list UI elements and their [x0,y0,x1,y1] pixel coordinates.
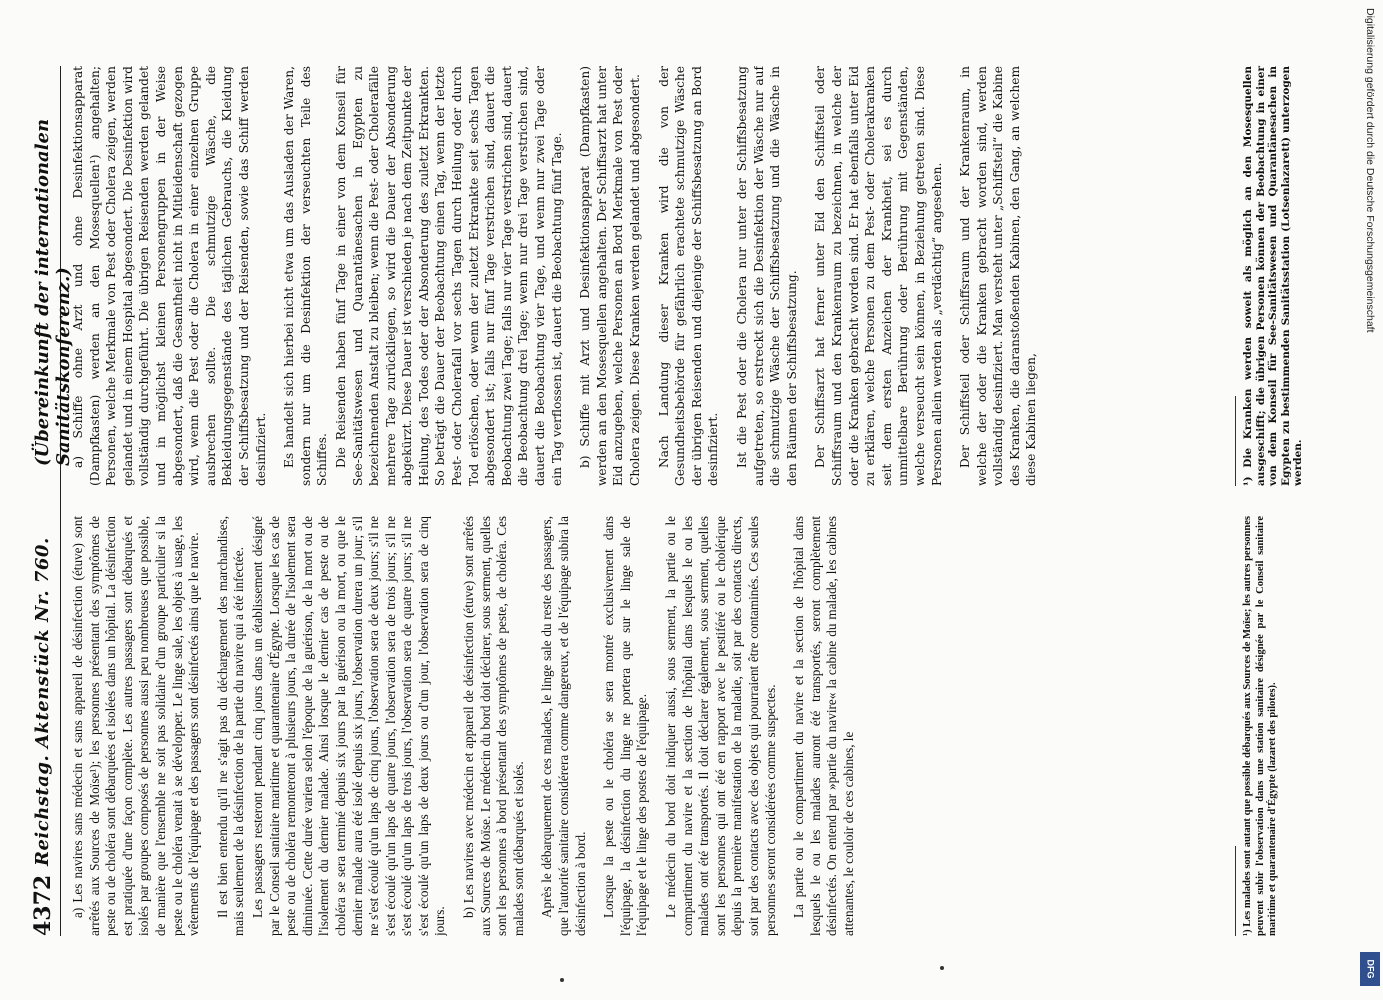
header-right-title: (Übereinkunft der internationalen Sanitätskonferenz.) [32,118,74,466]
paragraph: a) Les navires sans médecin et sans appareil de désinfection (étuve) sont arrêtés aux Sources de Moïse¹); les personnes présentant des symptômes de peste ou de choléra sont débarquées et isolées dans un hôpital. La désinfection est pratiquée d'une façon complète. Les autres passagers sont débarqués et isolés par groupes composés de personnes aussi peu nombreuses que possible, de manière que l'ensemble ne soit pas solidaire d'un groupe particulier si la peste ou le choléra venait à se développer. Le linge sale, les objets à usage, les vêtements de l'équipage et des passagers sont désinfectés ainsi que le navire. [70,516,202,936]
paragraph: Après le débarquement de ces malades, le linge sale du reste des passagers, que l'autorité sanitaire considérera comme dangereux, et de l'équipage subira la désinfection à bord. [539,516,588,936]
page-number: 4372 [30,874,56,936]
header-left-title: Reichstag. Aktenstück Nr. 760. [32,537,53,866]
footnote-divider [1235,846,1236,936]
german-column [70,66,1300,486]
paragraph: Es handelt sich hierbei nicht etwa um das Ausladen der Waren, sondern nur um die Desinfektion der verseuchten Teile des Schiffes. [282,66,330,486]
paragraph: Die Reisenden haben fünf Tage in einer von dem Konseil für See-Sanitätswesen und Quarantänesachen in Egypten zu bezeichnenden Anstalt zu bleiben; wenn die Pest- oder Cholerafälle mehrere Tage zurückliegen, so wird die Dauer der Absonderung abgekürzt. Diese Dauer ist verschieden je nach dem Zeitpunkte der Heilung, des Todes oder der Absonderung des zuletzt Erkrankten. So beträgt die Dauer der Beobachtung einen Tag, wenn der letzte Pest- oder Cholerafall vor sechs Tagen durch Heilung oder durch Tod erlöschen, oder wenn der zuletzt Erkrankte seit sechs Tagen abgesondert ist; falls nur fünf Tage verstrichen sind, dauert die Beobachtung zwei Tage; falls nur vier Tage verstrichen sind, dauert die Beobachtung drei Tage; wenn nur drei Tage verstrichen sind, dauert die Beobachtung vier Tage, und wenn nur zwei Tage oder ein Tag verflossen ist, dauert die Beobachtung fünf Tage. [333,66,564,486]
scan-speck [940,966,944,970]
paragraph: Ist die Pest oder die Cholera nur unter der Schiffsbesatzung aufgetreten, so erstreckt sich die Desinfektion der Wäsche nur auf die schmutzige Wäsche der Schiffsbesatzung und die Wäsche in den Räumen der Schiffsbesatzung. [734,66,799,486]
paragraph: La partie ou le compartiment du navire et la section de l'hôpital dans lesquels le ou les malades auront été transportés, seront complètement désinfectés. On entend par »partie du navire« la cabine du malade, les cabines attenantes, le couloir de ces cabines, le [791,516,856,936]
digitization-credit [1357,8,1383,992]
paragraph: Nach Landung dieser Kranken wird die von der Gesundheitsbehörde für gefährlich erachtete schmutzige Wäsche der übrigen Reisenden und diejenige der Schiffsbesatzung an Bord desinfiziert. [656,66,721,486]
paragraph: Le médecin du bord doit indiquer aussi, sous serment, la partie ou le compartiment du navire et la section de l'hôpital dans lesquels le ou les malades ont été transportés. Il doit déclarer également, sous serment, quelles sont les personnes qui ont été en rapport avec le pestiféré ou le cholérique depuis la première manifestation de la maladie, soit par des contacts directs, soit par des contacts avec des objets qui pourraient être contaminés. Ces seules personnes seront considérées comme suspectes. [663,516,778,936]
french-column [70,516,1300,936]
credit-text: Digitalisierung gefördert durch die Deutsche Forschungsgemeinschaft [1364,8,1376,333]
dfg-logo-icon [1360,952,1380,986]
paragraph: b) Schiffe mit Arzt und Desinfektionsapparat (Dampfkasten) werden an den Mosesquellen angehalten. Der Schiffsarzt hat unter Eid anzugeben, welche Personen an Bord Merkmale von Pest oder Cholera zeigen. Diese Kranken werden gelandet und abgesondert. [578,66,642,486]
footnote-german: ¹) Die Kranken werden soweit als möglich an den Mosesquellen ausgeschifft; die übrigen Personen können der Beobachtung in einer von dem Konseil für See-Sanitätswesen und Quarantänesachen in Egypten zu bestimmenden Sanitätsstation (Lotsenlazarett) unterzogen werden. [1242,66,1304,486]
paragraph: b) Les navires avec médecin et appareil de désinfection (étuve) sont arrêtés aux Sources de Moïse. Le médecin du bord doit déclarer, sous serment, quelles sont les personnes à bord présentant des symptômes de peste, de choléra. Ces malades sont débarqués et isolés. [461,516,526,936]
paragraph: a) Schiffe ohne Arzt und ohne Desinfektionsapparat (Dampfkasten) werden an den Mosesquellen¹) angehalten; Personen, welche Merkmale von Pest oder Cholera zeigen, werden gelandet und in einem Hospital abgesondert. Die Desinfektion wird vollständig durchgeführt. Die übrigen Reisenden werden gelandet und in möglichst kleinen Personengruppen in der Weise abgesondert, daß die Gesamtheit nicht in Mitleidenschaft gezogen wird, wenn die Pest oder die Cholera in einer einzelnen Gruppe ausbrechen sollte. Die schmutzige Wäsche, die Bekleidungsgegenstände des täglichen Gebrauchs, die Kleidung der Schiffsbesatzung und der Reisenden, sowie das Schiff werden desinfiziert. [71,66,268,486]
paragraph: Les passagers resteront pendant cinq jours dans un établissement désigné par le Conseil sanitaire maritime et quarantenaire d'Égypte. Lorsque les cas de peste ou de choléra remonteront à plusieurs jours, la durée de l'isolement sera diminuée. Cette durée variera selon l'époque de la guérison, de la mort ou de l'isolement du dernier malade. Ainsi lorsque le dernier cas de peste ou de choléra se sera terminé depuis six jours par la guérison ou la mort, ou que le dernier malade aura été isolé depuis six jours, l'observation durera un jour; s'il ne s'est écoulé qu'un laps de cinq jours, l'observation sera de deux jours; s'il ne s'est écoulé qu'un laps de quatre jours, l'observation sera de trois jours; s'il ne s'est écoulé qu'un laps de trois jours, l'observation sera de quatre jours; s'il ne s'est écoulé qu'un laps de deux jours ou d'un jour, l'observation sera de cinq jours. [249,516,448,936]
paragraph: Lorsque la peste ou le choléra se sera montré exclusivement dans l'équipage, la désinfection du linge ne portera que sur le linge sale de l'équipage et le linge des postes de l'équipage. [601,516,650,936]
footnote-french: ¹) Les malades sont autant que possible débarqués aux Sources de Moïse; les autres personnes peuvent subir l'observation dans une station sanitaire désignée par le Conseil sanitaire maritime et quarantenaire d'Égypte (lazaret des pilotes). [1242,516,1278,936]
paragraph: Il est bien entendu qu'il ne s'agit pas du déchargement des marchandises, mais seulement de la désinfection de la partie du navire qui a été infectée. [214,516,247,936]
paragraph: Der Schiffsarzt hat ferner unter Eid den Schiffsteil oder Schiffsraum und den Krankenraum zu bezeichnen, in welche der oder die Kranken gebracht worden sind. Er hat ebenfalls unter Eid zu erklären, welche Personen zu dem Pest- oder Cholerakranken seit dem ersten Anzeichen der Krankheit, sei es durch unmittelbare Berührung oder Berührung mit Gegenständen, welche verseucht sein können, in Beziehung getreten sind. Diese Personen allein werden als „verdächtig“ angesehen. [813,66,944,486]
paragraph: Der Schiffsteil oder Schiffsraum und der Krankenraum, in welche der oder die Kranken gebracht worden sind, werden vollständig desinfiziert. Man versteht unter „Schiffsteil“ die Kabine des Kranken, die daranstoßenden Kabinen, den Gang, an welchem diese Kabinen liegen, [958,66,1039,486]
page-header [28,66,74,936]
footnote-divider [1235,396,1236,486]
dfg-logo-text: DFG [1365,959,1375,979]
scan-speck [560,978,564,982]
